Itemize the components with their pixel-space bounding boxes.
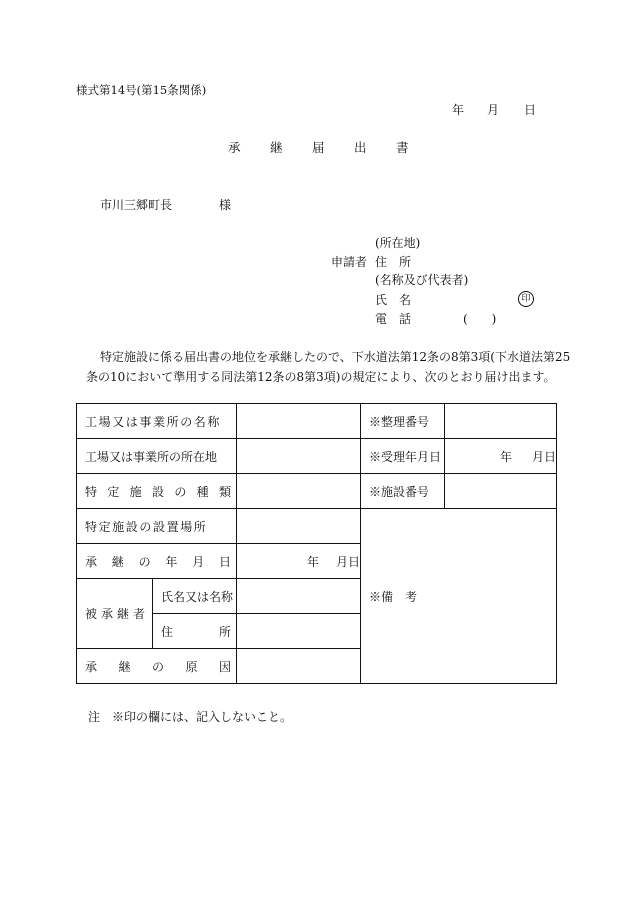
succession-day: 日 xyxy=(347,554,360,569)
receipt-month: 月 xyxy=(531,449,544,464)
document-title xyxy=(228,142,438,155)
facility-place-label: 特定施設の設置場所 xyxy=(77,509,237,544)
date-year: 年 xyxy=(452,103,465,117)
receipt-date-label: ※受理年月日 xyxy=(361,439,445,474)
date-day: 日 xyxy=(524,103,537,117)
receipt-day: 日 xyxy=(543,449,556,464)
succession-date-text: 承 継 の 年 月 日 xyxy=(85,554,231,569)
facility-type-label xyxy=(77,474,237,509)
successor-name-field[interactable] xyxy=(237,579,361,614)
date-month: 月 xyxy=(487,103,500,117)
ref-number-label: ※整理番号 xyxy=(361,404,445,439)
submission-date xyxy=(452,104,536,116)
title-char: 届 xyxy=(312,140,325,155)
succession-date-field[interactable] xyxy=(237,544,361,579)
phone-area-code: ( ) xyxy=(463,312,497,326)
footnote: 注 ※印の欄には、記入しないこと。 xyxy=(88,710,293,724)
receipt-year: 年 xyxy=(499,449,512,464)
successor-address-text: 住 所 xyxy=(161,624,231,639)
remarks-field[interactable] xyxy=(361,509,557,684)
addressee: 市川三郷町長 xyxy=(100,198,173,212)
succession-year: 年 xyxy=(306,554,319,569)
phone-label: 電 話 xyxy=(375,312,412,326)
factory-location-label: 工場又は事業所の所在地 xyxy=(77,439,237,474)
remarks-label: ※備 考 xyxy=(369,589,418,604)
factory-location-field[interactable] xyxy=(237,439,361,474)
seal-mark: 印 xyxy=(518,291,534,307)
honorific: 様 xyxy=(219,198,232,212)
successor-address-label xyxy=(153,614,237,649)
factory-name-label: 工場又は事業所の名称 xyxy=(77,404,237,439)
title-char: 書 xyxy=(396,140,409,155)
receipt-date-field[interactable] xyxy=(445,439,557,474)
form-table xyxy=(76,403,557,684)
facility-number-field[interactable] xyxy=(445,474,557,509)
address-label: 住 所 xyxy=(375,255,412,269)
successor-name-label: 氏名又は名称 xyxy=(153,579,237,614)
title-char: 承 xyxy=(228,140,241,155)
form-number: 様式第14号(第15条関係) xyxy=(76,83,207,97)
facility-type-field[interactable] xyxy=(237,474,361,509)
title-char: 出 xyxy=(354,140,367,155)
succession-date-label xyxy=(77,544,237,579)
reason-label xyxy=(77,649,237,684)
name-rep-label: (名称及び代表者) xyxy=(375,273,469,287)
applicant-label: 申請者 xyxy=(331,255,368,269)
title-char: 継 xyxy=(270,140,283,155)
successor-address-field[interactable] xyxy=(237,614,361,649)
factory-name-field[interactable] xyxy=(237,404,361,439)
facility-number-label: ※施設番号 xyxy=(361,474,445,509)
ref-number-field[interactable] xyxy=(445,404,557,439)
reason-field[interactable] xyxy=(237,649,361,684)
successor-label: 被承継者 xyxy=(77,579,153,649)
facility-place-field[interactable] xyxy=(237,509,361,544)
location-label: (所在地) xyxy=(375,236,421,250)
reason-text: 承 継 の 原 因 xyxy=(85,659,231,674)
name-label: 氏 名 xyxy=(375,293,412,307)
facility-type-text: 特 定 施 設 の 種 類 xyxy=(85,484,231,499)
body-text-line2: 条の10において準用する同法第12条の8第3項)の規定により、次のとおり届け出ます。 xyxy=(86,370,556,384)
body-text-line1: 特定施設に係る届出書の地位を承継したので、下水道法第12条の8第3項(下水道法第25 xyxy=(100,350,571,364)
succession-month: 月 xyxy=(335,554,348,569)
